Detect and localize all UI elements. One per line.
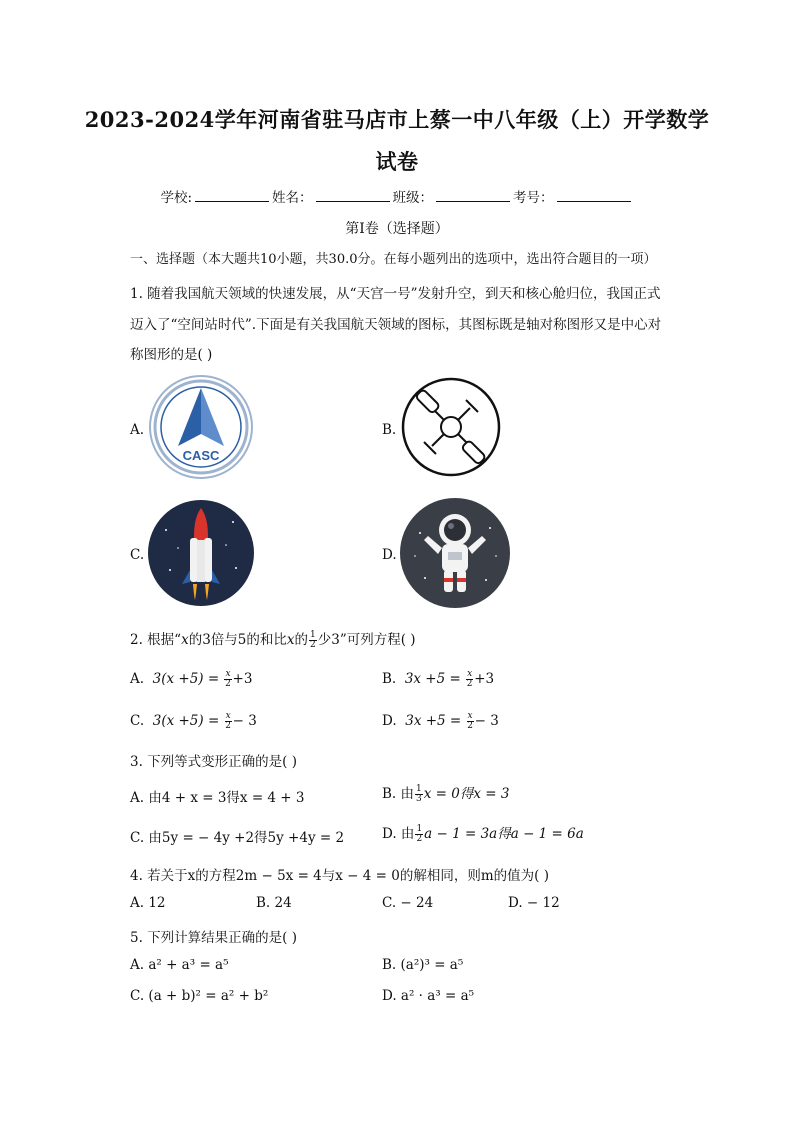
- q2-c-frac-num: x: [225, 711, 231, 721]
- section-heading: 一、选择题（本大题共10小题，共30.0分。在每小题列出的选项中，选出符合题目的一项）: [130, 252, 657, 267]
- q2-c-lhs: 3(x +5) =: [152, 713, 220, 729]
- q2-c-label: C.: [130, 713, 145, 729]
- satellite-icon: [400, 376, 502, 478]
- class-label: 班级：: [392, 190, 434, 206]
- q5-option-c: C. (a + b)² = a² + b²: [130, 988, 269, 1004]
- q4-option-a: A. 12: [130, 895, 166, 911]
- q2-option-c: [130, 712, 257, 731]
- q2-stem-mid2: 的: [294, 632, 309, 648]
- q2-stem-x1: x: [181, 632, 189, 648]
- school-blank: [195, 189, 269, 202]
- q4-option-c: C. − 24: [382, 895, 434, 911]
- q3-d-pre: D. 由: [382, 826, 415, 842]
- q5-option-d: D. a² · a³ = a⁵: [382, 988, 475, 1004]
- q2-option-a: [130, 670, 252, 689]
- q2-a-lhs: 3(x +5) =: [152, 671, 220, 687]
- q1-line2: 迈入了“空间站时代”.下面是有关我国航天领域的图标，其图标既是轴对称图形又是中心对: [130, 317, 662, 333]
- exam-title-line1: 2023-2024学年河南省驻马店市上蔡一中八年级（上）开学数学: [84, 107, 710, 132]
- q3-d-frac-den: 2: [416, 834, 423, 844]
- q5-option-b: B. (a²)³ = a⁵: [382, 957, 464, 973]
- q2-frac-num: 1: [310, 630, 316, 640]
- school-label: 学校:: [160, 190, 193, 206]
- q2-a-label: A.: [130, 671, 145, 687]
- q3-b-pre: B. 由: [382, 786, 415, 802]
- q3-option-c: C. 由5y = − 4y +2得5y +4y = 2: [130, 830, 345, 846]
- q1-option-b-label: B.: [382, 422, 397, 438]
- q3-option-d: [382, 822, 584, 844]
- q4-option-d: D. − 12: [508, 895, 560, 911]
- q3-option-a: A. 由4 + x = 3得x = 4 + 3: [130, 790, 305, 806]
- q5-stem: 5. 下列计算结果正确的是( ): [130, 930, 297, 946]
- q2-option-b: [382, 670, 494, 689]
- q2-a-frac-num: x: [225, 669, 231, 679]
- q3-b-frac-den: 3: [416, 794, 422, 804]
- q2-b-label: B.: [382, 671, 397, 687]
- q2-d-frac-den: 2: [467, 721, 473, 731]
- q2-d-frac: [467, 712, 474, 731]
- q2-a-frac: [224, 670, 231, 689]
- q2-d-rhs: − 3: [474, 713, 499, 729]
- q3-option-b: [382, 782, 509, 804]
- exam-no-label: 考号：: [513, 190, 554, 206]
- q2-option-d: [382, 712, 499, 731]
- q2-d-frac-num: x: [467, 711, 473, 721]
- q2-stem-mid1: 的3倍与5的和比: [188, 632, 287, 648]
- q2-b-lhs: 3x +5 =: [404, 671, 461, 687]
- q3-b-frac: [415, 785, 423, 804]
- name-blank: [316, 189, 390, 202]
- q2-c-frac: [225, 712, 232, 731]
- q2-b-frac-den: 2: [466, 679, 473, 689]
- q2-a-rhs: +3: [232, 671, 253, 687]
- volume-heading: 第Ⅰ卷（选择题）: [345, 221, 449, 237]
- q2-stem-x2: x: [286, 632, 295, 648]
- q2-stem-pre: 2. 根据“: [130, 632, 182, 648]
- q1-line1: 1. 随着我国航天领域的快速发展，从“天宫一号”发射升空，到天和核心舱归位，我国正式: [130, 286, 661, 302]
- student-info-line: [0, 186, 794, 206]
- q2-a-frac-den: 2: [225, 679, 231, 689]
- q2-stem-fraction: [309, 631, 317, 650]
- q3-d-frac-num: 1: [416, 824, 423, 834]
- q5-option-a: A. a² + a³ = a⁵: [130, 957, 229, 973]
- exam-no-blank: [557, 189, 631, 202]
- q2-b-frac: [466, 670, 473, 689]
- q2-d-lhs: 3x +5 =: [405, 713, 462, 729]
- q4-stem: 4. 若关于x的方程2m − 5x = 4与x − 4 = 0的解相同，则m的值为( ): [130, 868, 549, 884]
- q2-stem-post: 少3”可列方程( ): [317, 632, 416, 648]
- q2-c-rhs: − 3: [232, 713, 257, 729]
- q1-option-d-label: D.: [382, 547, 397, 563]
- q2-c-frac-den: 2: [225, 721, 231, 731]
- q1-option-a-label: A.: [130, 422, 145, 438]
- q3-stem: 3. 下列等式变形正确的是( ): [130, 754, 297, 770]
- casc-logo-icon: [148, 374, 254, 480]
- astronaut-icon: [400, 498, 510, 608]
- q4-option-b: B. 24: [256, 895, 292, 911]
- casc-logo-text: CASC: [182, 448, 220, 463]
- q3-d-post: a − 1 = 3a得a − 1 = 6a: [424, 826, 584, 842]
- q3-d-frac: [415, 825, 423, 844]
- name-label: 姓名：: [272, 190, 313, 206]
- q1-line3: 称图形的是( ): [130, 347, 213, 363]
- q1-option-c-label: C.: [130, 547, 145, 563]
- class-blank: [436, 189, 510, 202]
- q2-stem: [130, 628, 416, 650]
- q2-b-frac-num: x: [467, 669, 473, 679]
- rocket-icon: [148, 500, 254, 606]
- exam-title-line2: 试卷: [375, 149, 419, 174]
- q2-d-label: D.: [382, 713, 397, 729]
- q3-b-frac-num: 1: [416, 784, 422, 794]
- q3-b-post: x = 0得x = 3: [423, 786, 510, 802]
- q2-frac-den: 2: [310, 640, 316, 650]
- q2-b-rhs: +3: [474, 671, 495, 687]
